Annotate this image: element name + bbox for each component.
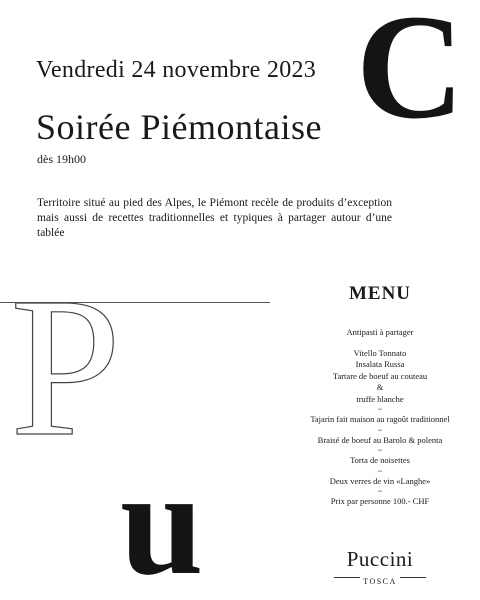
logo-rule-right (400, 577, 426, 578)
intro-paragraph: Territoire situé au pied des Alpes, le Piémont recèle de produits d’exception mais aussi de recettes traditionnelles et typiques à partager autour d’une tablée (37, 197, 392, 239)
menu-item: truffe blanche (356, 393, 404, 404)
menu-course: Deux verres de vin «Langhe» (329, 475, 431, 486)
menu-heading: MENU (348, 283, 412, 304)
menu-course: Braisé de boeuf au Barolo & polenta (317, 434, 443, 445)
menu-separator: ~ (377, 446, 383, 455)
decorative-letter-c: C (356, 0, 465, 150)
menu-item: Vitello Tonnato (353, 347, 407, 358)
menu-separator: ~ (377, 425, 383, 435)
logo-subtitle: TOSCA (363, 577, 397, 586)
menu-item: & (376, 382, 384, 392)
logo-name: Puccini (346, 547, 414, 571)
menu-antipasti-label: Antipasti à partager (346, 327, 414, 337)
menu-course: Torta de noisettes (350, 455, 410, 465)
restaurant-logo (330, 547, 430, 586)
event-title: Soirée Piémontaise (36, 107, 322, 147)
decorative-letter-p: P (10, 257, 122, 478)
menu-item: Tartare de boeuf au couteau (332, 370, 428, 381)
event-date: Vendredi 24 novembre 2023 (36, 57, 317, 83)
event-time: dès 19h00 (37, 152, 86, 166)
menu-item: Insalata Russa (355, 359, 405, 369)
menu-separator: ~ (377, 466, 383, 476)
menu-separator: ~ (377, 487, 383, 496)
menu-price: Prix par personne 100.- CHF (330, 496, 430, 506)
logo-rule-left (334, 577, 360, 578)
menu-separator: ~ (377, 405, 383, 414)
menu-column (280, 283, 480, 508)
decorative-letter-u: u (120, 440, 204, 600)
menu-course: Tajarin fait maison au ragoût traditionnel (310, 414, 450, 424)
